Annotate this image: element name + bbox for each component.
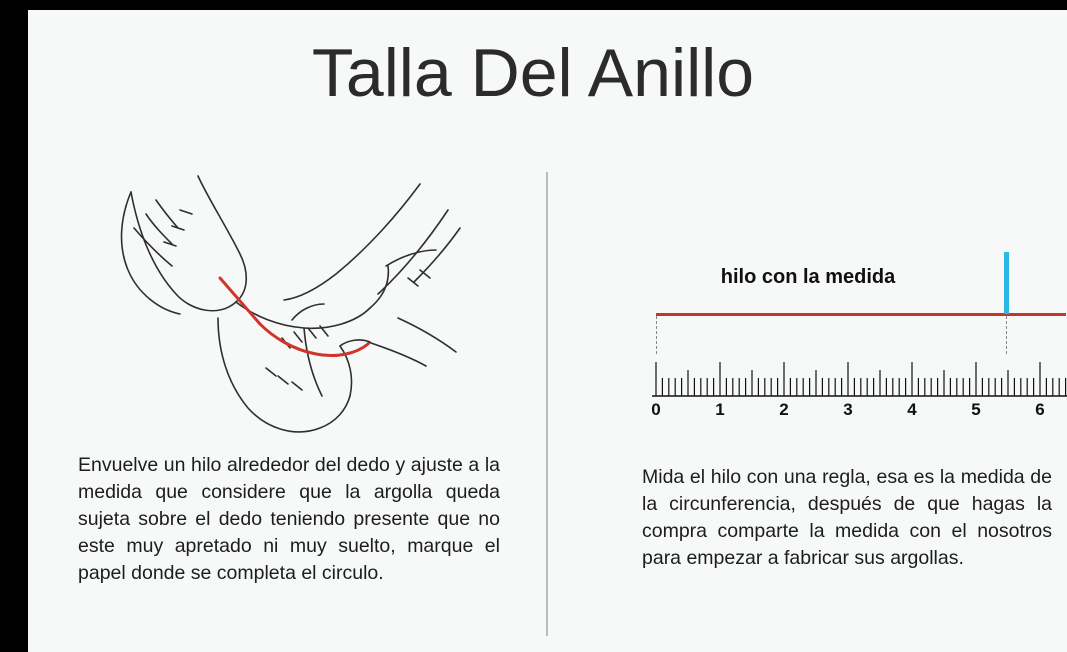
ruler-tick-4: 4	[907, 400, 917, 419]
thread-start-guide	[656, 316, 658, 354]
ruler-tick-1: 1	[715, 400, 725, 419]
thread-measure-label: hilo con la medida	[720, 266, 896, 288]
right-caption: Mida el hilo con una regla, esa es la medida de la circunferencia, después de que hagas la compra comparte la medida con el nosotros para empezar a fabricar sus argollas.	[642, 466, 1052, 569]
ruler-tick-0: 0	[651, 400, 661, 419]
ruler	[652, 354, 1067, 426]
ruler-tick-6: 6	[1035, 400, 1045, 419]
left-caption: Envuelve un hilo alrededor del dedo y ajuste a la medida que considere que la argolla queda sujeta sobre el dedo teniendo presente que no este muy apretado ni muy suelto, marque el papel donde se completa el circulo.	[78, 454, 500, 584]
right-panel	[588, 170, 1058, 640]
page-title: Talla Del Anillo	[311, 35, 755, 111]
thread-end-guide	[1006, 316, 1008, 354]
ruler-tick-5: 5	[971, 400, 981, 419]
ruler-tick-2: 2	[779, 400, 789, 419]
hand-with-thread-drawing	[68, 170, 488, 440]
ruler-tick-3: 3	[843, 400, 853, 419]
vertical-divider	[546, 172, 548, 636]
measure-marker	[1004, 252, 1009, 314]
left-panel	[48, 170, 528, 640]
info-card	[28, 10, 1067, 652]
